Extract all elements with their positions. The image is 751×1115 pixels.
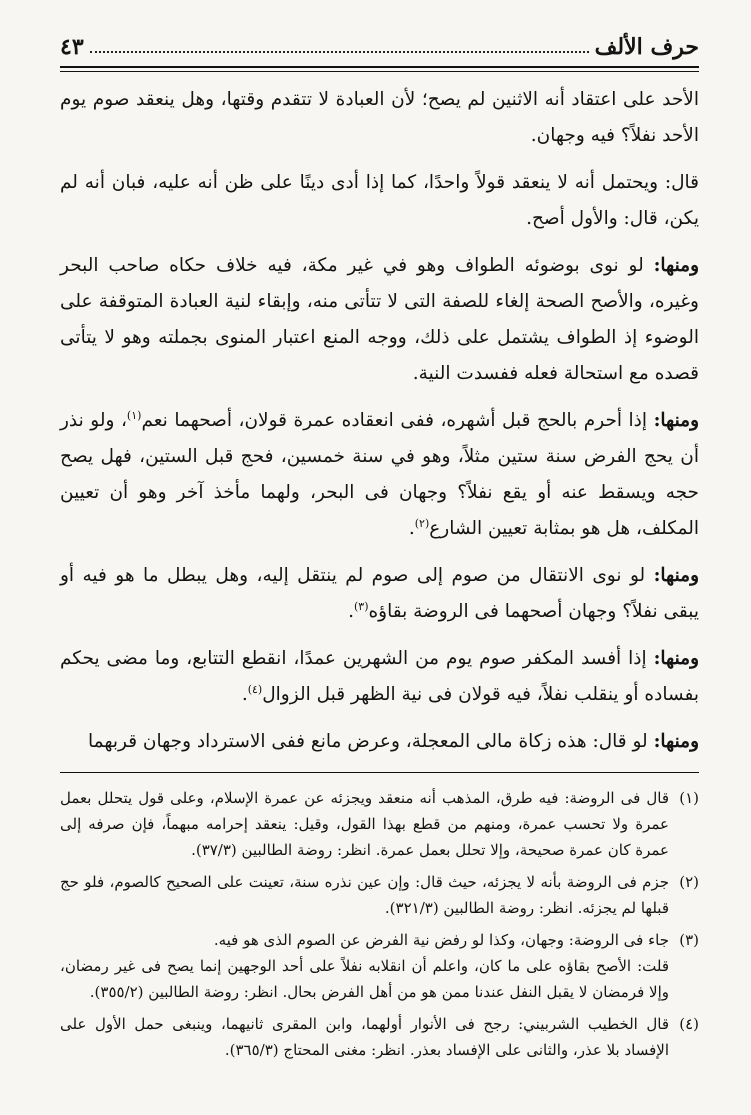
paragraph-text: لو قال: هذه زكاة مالى المعجلة، وعرض مانع ففى الاسترداد وجهان قربهما bbox=[87, 731, 654, 752]
footnote-2 bbox=[60, 869, 699, 921]
page-number: ٤٣ bbox=[60, 34, 84, 60]
footnote-body bbox=[60, 927, 669, 1005]
header-dot-leader bbox=[90, 50, 589, 53]
footnote-text: قال الخطيب الشربيني: رجح فى الأنوار أولهما، وابن المقرى ثانيهما، وينبغى حمل الأول على الإفساد بلا عذر، والثانى على الإفساد بعذر. انظر: مغنى المحتاج (٣٦٥/٣). bbox=[60, 1015, 669, 1059]
paragraph-4 bbox=[60, 403, 699, 547]
footnote-3 bbox=[60, 927, 699, 1005]
paragraph-text: . bbox=[408, 518, 415, 539]
paragraph-2: قال: ويحتمل أنه لا ينعقد قولاً واحدًا، كما إذا أدى دينًا على ظن أنه عليه، فبان أنه لم يكن، قال: والأول أصح. bbox=[60, 172, 699, 229]
paragraph-6 bbox=[60, 641, 699, 713]
footnote-text-continued: قلت: الأصح بقاؤه على ما كان، واعلم أن انقلابه نفلاً على أحد الوجهين إنما يصح فى غير رمضان، وإلا فرمضان لا يقبل النفل عندنا ممن هو من أهل الفرض بحال. انظر: روضة الطالبين (٣٥٥/٢). bbox=[60, 957, 669, 1001]
main-text bbox=[60, 82, 699, 760]
footnote-ref-1[interactable]: (١) bbox=[126, 408, 142, 422]
footnote-ref-2[interactable]: (٢) bbox=[414, 516, 430, 530]
footnote-number: (٤) bbox=[679, 1015, 699, 1033]
section-marker: ومنها: bbox=[653, 255, 699, 276]
paragraph-text: . bbox=[241, 684, 248, 705]
footnote-1 bbox=[60, 785, 699, 863]
chapter-title: حرف الألف bbox=[594, 34, 699, 60]
footnote-text: جاء فى الروضة: وجهان، وكذا لو رفض نية الفرض عن الصوم الذى هو فيه. bbox=[213, 931, 669, 949]
paragraph-7 bbox=[60, 724, 699, 760]
section-marker: ومنها: bbox=[653, 731, 699, 752]
paragraph-1: الأحد على اعتقاد أنه الاثنين لم يصح؛ لأن العبادة لا تتقدم وقتها، وهل ينعقد صوم يوم الأحد نفلاً؟ فيه وجهان. bbox=[60, 89, 699, 146]
paragraph-text: ، ولو نذر أن يحج الفرض سنة ستين مثلاً، وهو في سنة خمسين، فحج قبل الستين، فهل يصح حجه ويسقط عنه أو يقع نفلاً؟ وجهان فى البحر، ولهما مأخذ آخر وهو أن تعيين المكلف، هل هو بمثابة تعيين الشارع bbox=[60, 410, 699, 539]
section-marker: ومنها: bbox=[653, 410, 699, 431]
footnote-4 bbox=[60, 1011, 699, 1063]
paragraph-text: . bbox=[348, 601, 354, 622]
footnotes bbox=[60, 785, 699, 1063]
paragraph-text: لو نوى بوضوئه الطواف وهو في غير مكة، فيه خلاف حكاه صاحب البحر وغيره، والأصح الصحة إلغاء للصفة التى لا تتأتى منه، وإبقاء لنية العبادة المتوقفة على الوضوء إذ الطواف يشتمل على ذلك، ووجه المنع اعتبار المنوى بجملته وهو لا يتأتى قصده مع استحالة فعله ففسدت النية. bbox=[60, 255, 699, 384]
paragraph-3 bbox=[60, 248, 699, 392]
paragraph-text: إذا أحرم بالحج قبل أشهره، ففى انعقاده عمرة قولان، أصحهما نعم bbox=[141, 410, 654, 431]
footnote-number: (٢) bbox=[679, 873, 699, 891]
section-marker: ومنها: bbox=[653, 565, 699, 586]
footnote-number: (٣) bbox=[679, 931, 699, 949]
running-header bbox=[60, 26, 699, 60]
footnote-number: (١) bbox=[679, 789, 699, 807]
header-rule bbox=[60, 66, 699, 72]
section-marker: ومنها: bbox=[653, 648, 699, 669]
footnote-separator bbox=[60, 772, 699, 773]
footnote-ref-4[interactable]: (٤) bbox=[247, 682, 263, 696]
footnote-ref-3[interactable]: (٣) bbox=[353, 599, 369, 613]
paragraph-text: لو نوى الانتقال من صوم إلى صوم لم ينتقل إليه، وهل يبطل ما هو فيه أو يبقى نفلاً؟ وجهان أصحهما فى الروضة بقاؤه bbox=[60, 565, 699, 622]
paragraph-5 bbox=[60, 558, 699, 630]
footnote-text: جزم فى الروضة بأنه لا يجزئه، حيث قال: وإن عين نذره سنة، تعينت على الصحيح كالصوم، فلو حج قبلها لم يجزئه. انظر: روضة الطالبين (٣٢١/٣). bbox=[60, 873, 669, 917]
paragraph-text: إذا أفسد المكفر صوم يوم من الشهرين عمدًا، انقطع التتابع، وما مضى يحكم بفساده أو ينقلب نفلاً، فيه قولان فى نية الظهر قبل الزوال bbox=[60, 648, 699, 705]
footnote-text: قال فى الروضة: فيه طرق، المذهب أنه منعقد ويجزئه عن عمرة الإسلام، وعلى قول يتحلل بعمل عمرة ولا تحسب عمرة، ومنهم من قطع بهذا القول، وقيل: ينعقد إحرامه مبهماً، فإن صرفه إلى عمرة كان عمرة صحيحة، وإلا تحلل بعمل عمرة. انظر: روضة الطالبين (٣٧/٣). bbox=[60, 789, 669, 859]
